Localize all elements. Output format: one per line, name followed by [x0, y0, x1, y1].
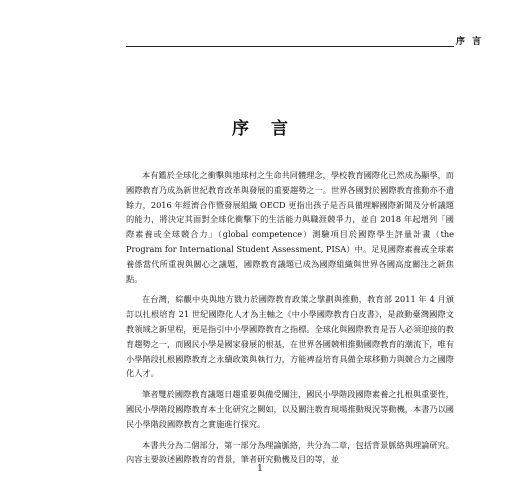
running-header: 序 言: [456, 37, 484, 47]
body-text: [126, 168, 454, 473]
paragraph-4: 本書共分為二個部分，第一部分為理論脈絡，共分為二章，包括背景脈絡與理論研究。內容主要敘述國際教育的背景，筆者研究動機及目的等，並: [126, 439, 454, 465]
paragraph-3: 筆者雙於國際教育議題日趨重要與備受關注，國民小學階段國際素養之扎根與重要性，國民小學階段國際教育本土化研究之闕如，以及關注教育現場推動現況等動機，本書乃以國民小學階段國際教育之實施進行探究。: [126, 389, 454, 429]
page-title: 序 言: [232, 119, 296, 139]
paragraph-2: 在台灣，綜觀中央與地方戮力於國際教育政策之擘劃與推動，教育部 2011 年 4 月頒訂以扎根培育 21 世紀國際化人才為主軸之《中小學國際教育白皮書》，是啟動臺灣國際文教領域之新里程，更是指引中小學國際教育之指標。全球化與國際教育是吾人必須迎接的教育趨勢之一，而國民小學是國家發展的根基，在世界各國競相推動國際教育的潮流下，唯有小學階段扎根國際教育之永續政策與執行力，方能裨益培育具備全球移動力與競合力之國際化人才。: [126, 294, 454, 379]
paragraph-1: 本有鑑於全球化之衝擊與地球村之生命共同體理念，學校教育國際化已然成為顯學，而國際教育乃成為新世紀教育改革與發展的重要趨勢之一。世界各國對於國際教育推動亦不遺餘力，2016 年經濟合作暨發展組織 OECD 更指出孩子是否具備理解國際新聞及分析議題的能力，將決定其面對全球化衝擊下的生活能力與職涯競爭力，並自 2018 年起增列「國際素養或全球競合力」（global competence）測驗項目於國際學生評量計畫（the Program for International Student Assessment, PISA）中。足見國際素養或全球素養係當代所重視與關心之議題，國際教育議題已成為國際組織與世界各國高度關注之新焦點。: [126, 170, 454, 284]
header-rule: [126, 46, 454, 47]
page-number: 1: [257, 464, 263, 474]
